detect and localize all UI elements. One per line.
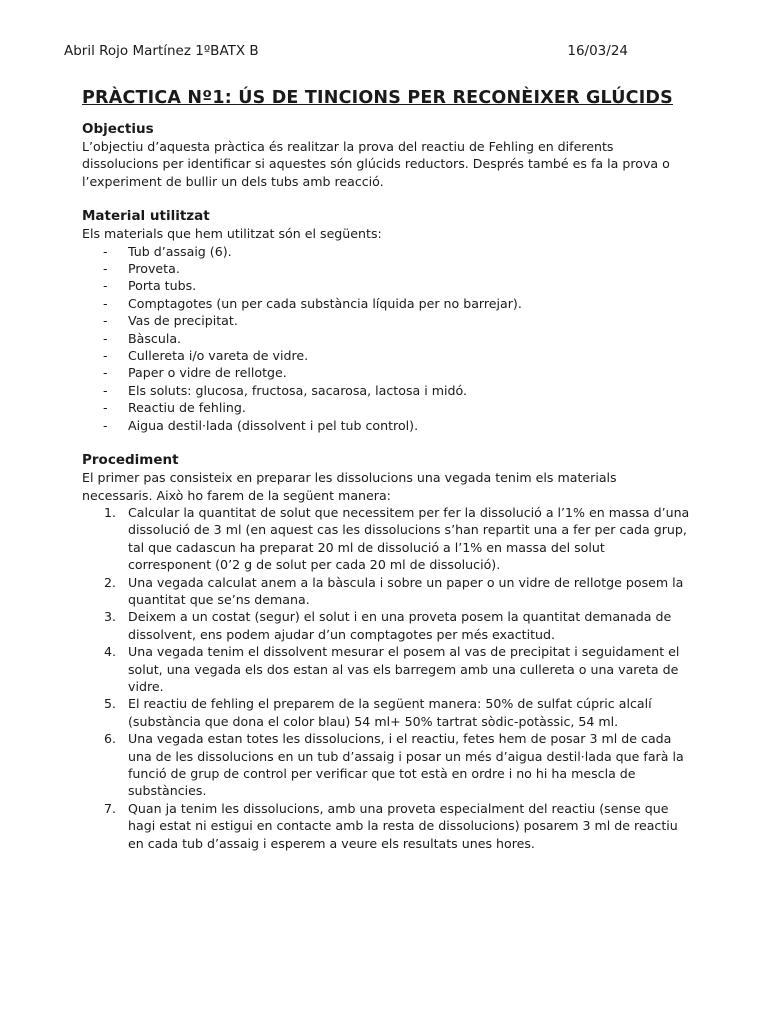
procediment-step <box>82 643 690 695</box>
material-item-text: Paper o vidre de rellotge. <box>128 365 287 381</box>
material-item <box>82 243 690 260</box>
material-item-text: Tub d’assaig (6). <box>128 243 232 259</box>
section-spacer <box>82 434 690 451</box>
step-number: 1. <box>104 504 117 520</box>
procediment-step <box>82 695 690 730</box>
step-number: 2. <box>104 574 117 590</box>
material-item <box>82 364 690 381</box>
material-item-text: Comptagotes (un per cada substància líquida per no barrejar). <box>128 295 522 311</box>
dash-bullet: - <box>103 243 108 259</box>
material-item-text: Bàscula. <box>128 330 182 346</box>
material-item <box>82 417 690 434</box>
procediment-step <box>82 608 690 643</box>
procediment-intro: El primer pas consisteix en preparar les dissolucions una vegada tenim els materials necessaris. Això ho farem de la següent manera: <box>82 470 617 503</box>
step-number: 7. <box>104 800 117 816</box>
document-date: 16/03/24 <box>567 43 628 59</box>
step-text: Una vegada estan totes les dissolucions, i el reactiu, fetes hem de posar 3 ml de cada una de les dissolucions en un tub d’assaig i posar un més d’aigua destil·lada que farà la funció de grup de control per verificar que tot està en ordre i no hi ha mescla de substàncies. <box>128 731 684 799</box>
dash-bullet: - <box>103 261 108 277</box>
section-procediment <box>82 451 690 852</box>
material-item-text: Cullereta i/o vareta de vidre. <box>128 348 309 364</box>
objectius-text: L’objectiu d’aquesta pràctica és realitzar la prova del reactiu de Fehling en diferents dissolucions per identificar si aquestes són glúcids reductors. Després també es fa la prova o l’experiment de bullir un dels tubs amb reacció. <box>82 139 670 189</box>
step-text: Calcular la quantitat de solut que necessitem per fer la dissolució a l’1% en massa d’una dissolució de 3 ml (en aquest cas les dissolucions s’han repartit una a fer per cada grup, tal que cadascun ha preparat 20 ml de dissolució a l’1% en massa del solut corresponent (0’2 g de solut per cada 20 ml de dissolució). <box>128 504 690 573</box>
document-body <box>82 120 690 852</box>
step-number: 3. <box>104 609 117 625</box>
material-item <box>82 330 690 347</box>
step-text: Quan ja tenim les dissolucions, amb una proveta especialment del reactiu (sense que hagi estat ni estigui en contacte amb la resta de dissolucions) posarem 3 ml de reactiu en cada tub d’assaig i esperem a veure els resultats unes hores. <box>128 800 678 851</box>
section-heading-objectius: Objectius <box>82 121 154 137</box>
dash-bullet: - <box>103 348 108 364</box>
dash-bullet: - <box>103 400 108 416</box>
section-objectius <box>82 120 690 190</box>
step-text: El reactiu de fehling el preparem de la següent manera: 50% de sulfat cúpric alcalí (substància que dona el color blau) 54 ml+ 50% tartrat sòdic-potàssic, 54 ml. <box>128 696 652 729</box>
material-item-text: Reactiu de fehling. <box>128 400 246 416</box>
author-line: Abril Rojo Martínez 1ºBATX B <box>64 43 259 59</box>
section-heading-material: Material utilitzat <box>82 208 210 225</box>
material-item <box>82 312 690 329</box>
material-item <box>82 277 690 294</box>
dash-bullet: - <box>103 382 108 398</box>
material-item <box>82 382 690 399</box>
material-item-text: Porta tubs. <box>128 278 197 294</box>
procediment-step <box>82 800 690 852</box>
dash-bullet: - <box>103 295 108 311</box>
procediment-step <box>82 504 690 574</box>
step-number: 6. <box>104 731 117 747</box>
material-item-text: Vas de precipitat. <box>128 313 238 329</box>
material-item <box>82 347 690 364</box>
step-number: 5. <box>104 696 117 712</box>
material-item <box>82 260 690 277</box>
material-item-text: Els soluts: glucosa, fructosa, sacarosa, lactosa i midó. <box>128 382 467 398</box>
step-text: Deixem a un costat (segur) el solut i en una proveta posem la quantitat demanada de dissolvent, ens podem ajudar d’un comptagotes per més exactitud. <box>128 609 672 642</box>
procediment-step <box>82 574 690 609</box>
dash-bullet: - <box>103 417 108 433</box>
section-material <box>82 207 690 434</box>
dash-bullet: - <box>103 278 108 294</box>
document-title: PRÀCTICA Nº1: ÚS DE TINCIONS PER RECONÈIXER GLÚCIDS <box>82 88 673 108</box>
material-item-text: Aigua destil·lada (dissolvent i pel tub control). <box>128 417 419 433</box>
procediment-step <box>82 730 690 800</box>
material-item-text: Proveta. <box>128 261 180 277</box>
step-text: Una vegada calculat anem a la bàscula i sobre un paper o un vidre de rellotge posem la quantitat que se’ns demana. <box>128 574 684 607</box>
dash-bullet: - <box>103 365 108 381</box>
step-number: 4. <box>104 644 117 660</box>
material-item <box>82 399 690 416</box>
material-item <box>82 295 690 312</box>
section-heading-procediment: Procediment <box>82 452 179 469</box>
step-text: Una vegada tenim el dissolvent mesurar el posem al vas de precipitat i seguidament el solut, una vegada els dos estan al vas els barregem amb una cullereta o una vareta de vidre. <box>128 644 680 694</box>
procediment-steps <box>82 504 690 852</box>
material-intro: Els materials que hem utilitzat són el següents: <box>82 226 382 242</box>
dash-bullet: - <box>103 330 108 346</box>
material-list <box>82 243 690 434</box>
dash-bullet: - <box>103 313 108 329</box>
document-header <box>64 43 628 59</box>
section-spacer <box>82 190 690 207</box>
